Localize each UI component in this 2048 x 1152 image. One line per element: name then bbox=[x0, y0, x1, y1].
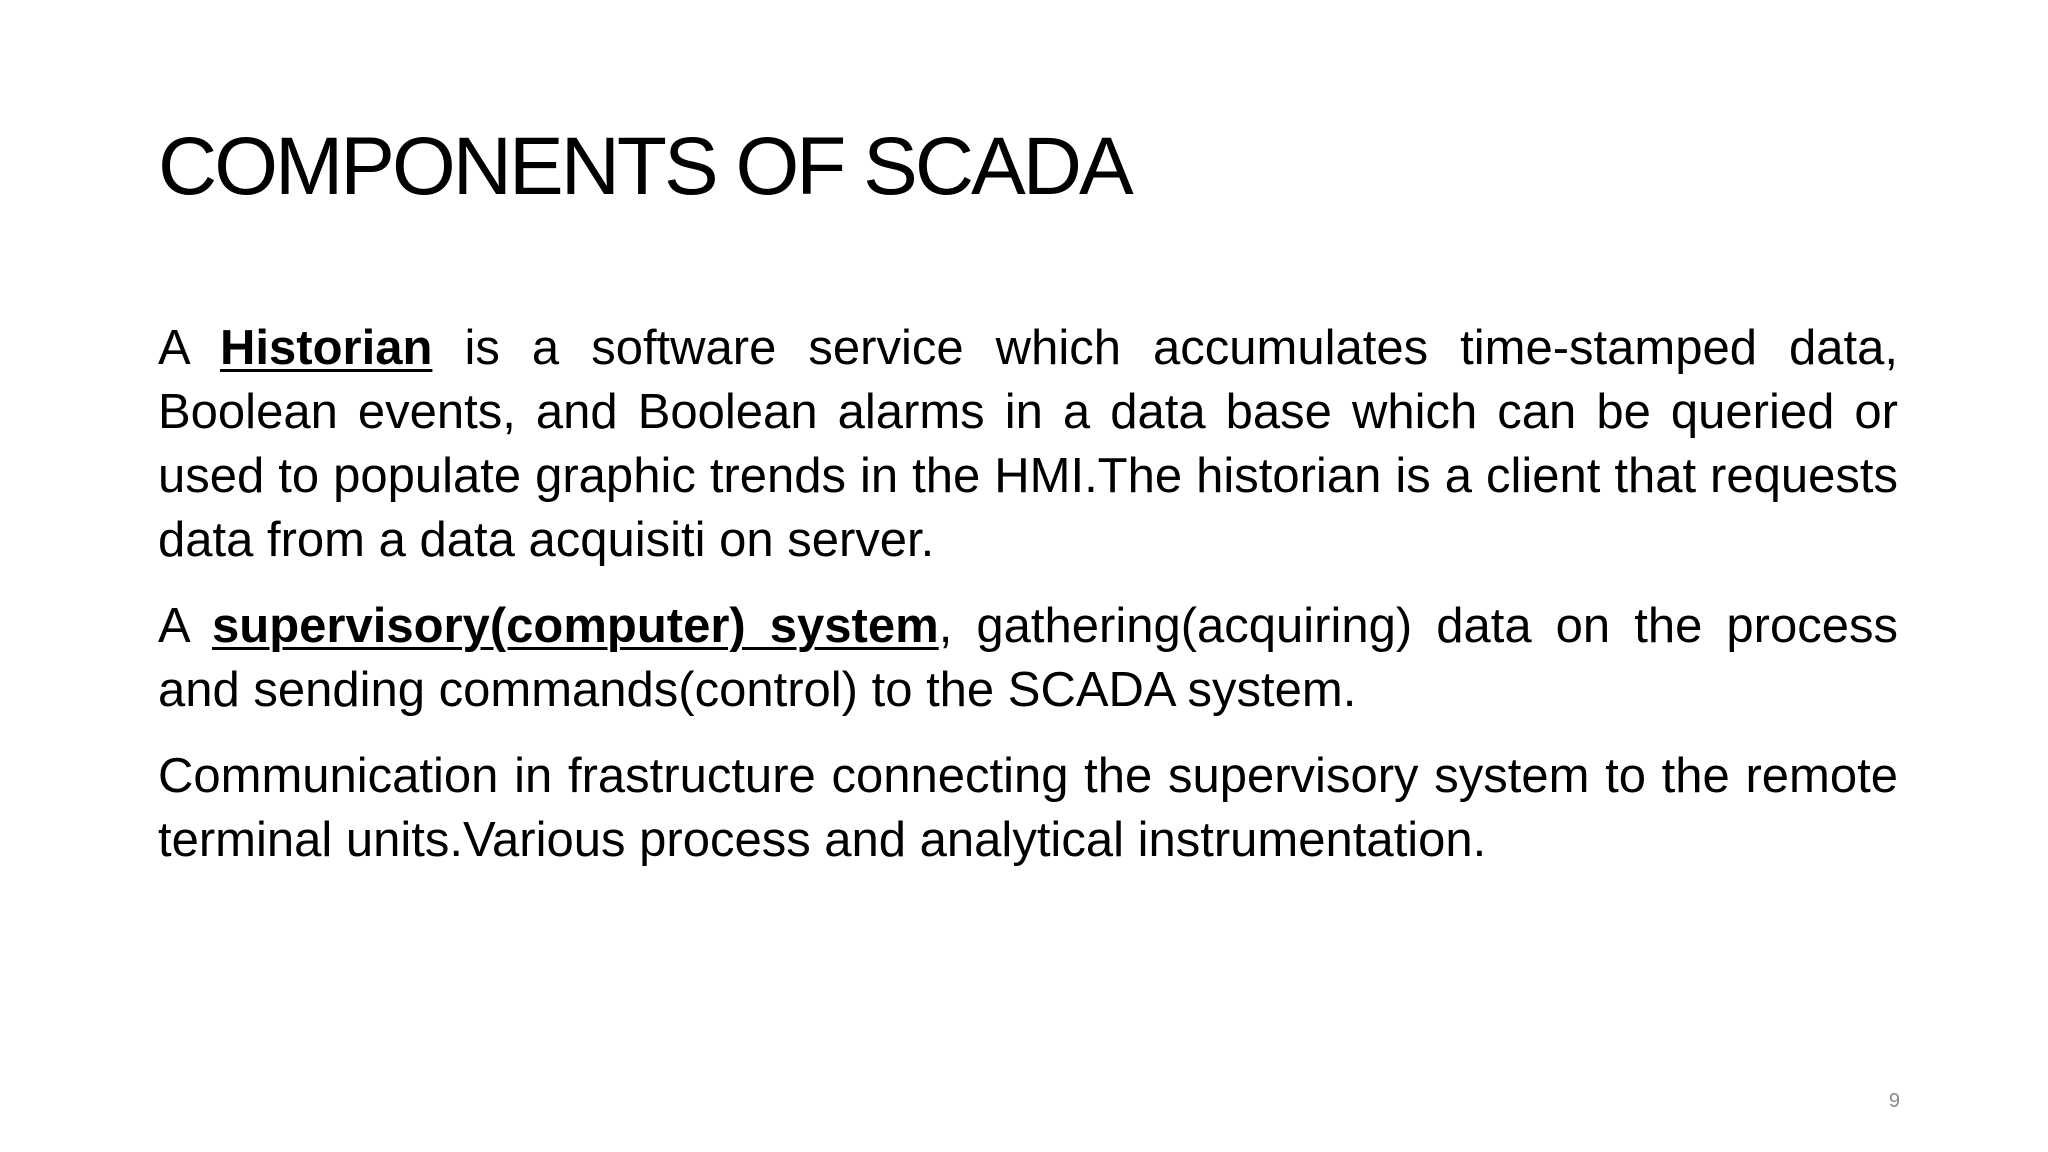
term-historian: Historian bbox=[220, 321, 433, 375]
slide-title: COMPONENTS OF SCADA bbox=[158, 121, 1131, 212]
term-supervisory-system: supervisory(computer) system bbox=[212, 599, 939, 653]
paragraph-historian bbox=[158, 316, 1898, 572]
page-number: 9 bbox=[1888, 1090, 1900, 1112]
paragraph-lead: A bbox=[158, 599, 213, 653]
slide-body bbox=[158, 316, 1898, 894]
paragraph-text: is a software service which accumulates time-stamped data, Boolean events, and Boolean alarms in a data base which can be queried or used to populate graphic trends in the HMI.The historian is a client that requests data from a data acquisiti on server. bbox=[158, 321, 1898, 567]
paragraph-text: , gathering(acquiring) data on the process and sending commands(control) to the SCADA system. bbox=[158, 599, 1898, 717]
paragraph-lead: A bbox=[158, 321, 221, 375]
paragraph-supervisory-system bbox=[158, 594, 1898, 722]
paragraph-communication: Communication in frastructure connecting the supervisory system to the remote terminal units.Various process and analytical instrumentation. bbox=[158, 749, 1898, 867]
